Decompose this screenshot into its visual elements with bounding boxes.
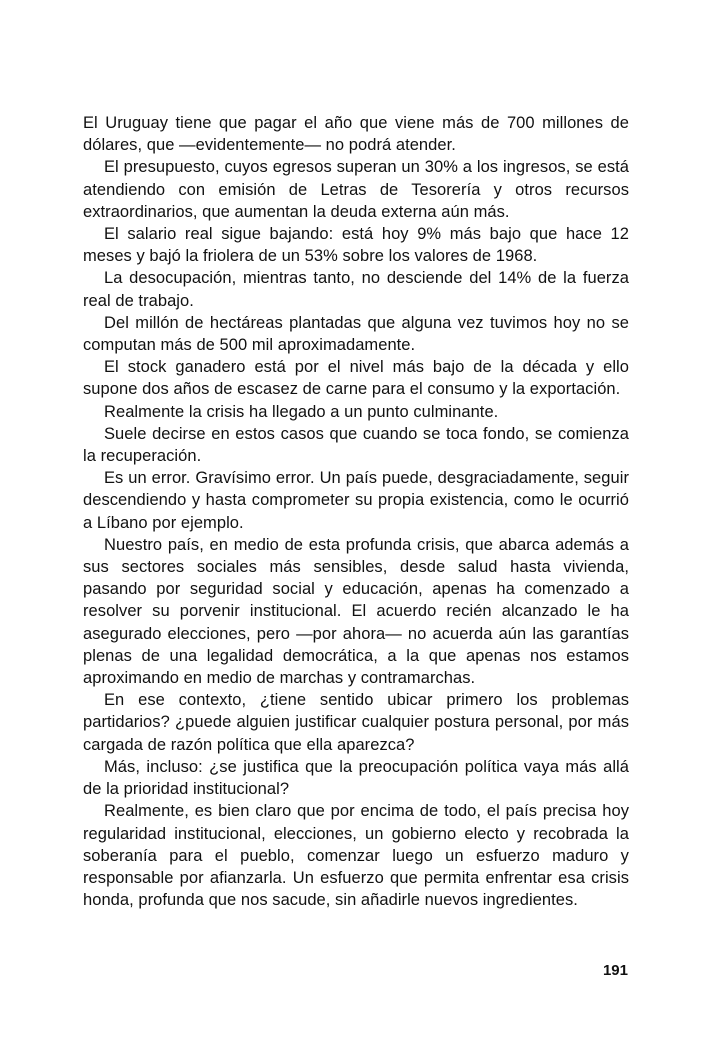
paragraph: El presupuesto, cuyos egresos superan un 30% a los ingresos, se está atendiendo con emisión de Letras de Tesorería y otros recursos extraordinarios, que aumentan la deuda externa aún más.	[83, 158, 629, 221]
paragraph: El salario real sigue bajando: está hoy 9% más bajo que hace 12 meses y bajó la friolera de un 53% sobre los valores de 1968.	[83, 225, 629, 266]
paragraph: El Uruguay tiene que pagar el año que viene más de 700 millones de dólares, que —evidentemente— no podrá atender.	[83, 114, 629, 155]
paragraph: Del millón de hectáreas plantadas que alguna vez tuvimos hoy no se computan más de 500 mil aproximadamente.	[83, 313, 629, 355]
paragraph: Suele decirse en estos casos que cuando se toca fondo, se comienza la recuperación.	[83, 424, 629, 466]
paragraph: Más, incluso: ¿se justifica que la preocupación política vaya más allá de la prioridad institucional?	[83, 757, 629, 799]
body-text	[83, 112, 629, 911]
paragraph: El stock ganadero está por el nivel más bajo de la década y ello supone dos años de escasez de carne para el consumo y la exportación.	[83, 358, 629, 399]
page-number: 191	[602, 962, 628, 979]
paragraph: La desocupación, mientras tanto, no desciende del 14% de la fuerza real de trabajo.	[83, 269, 629, 310]
paragraph: En ese contexto, ¿tiene sentido ubicar primero los problemas partidarios? ¿puede alguien justificar cualquier postura personal, por más cargada de razón política que ella aparezca?	[83, 691, 629, 754]
paragraph: Nuestro país, en medio de esta profunda crisis, que abarca además a sus sectores sociales más sensibles, desde salud hasta vivienda, pasando por seguridad social y educación, apenas ha comenzado a resolver su porvenir institucional. El acuerdo recién alcanzado le ha asegurado elecciones, pero —por ahora— no acuerda aún las garantías plenas de una legalidad democrática, a la que apenas nos estamos aproximando en medio de marchas y contramarchas.	[83, 535, 629, 688]
paragraph: Realmente, es bien claro que por encima de todo, el país precisa hoy regularidad institucional, elecciones, un gobierno electo y recobrada la soberanía para el pueblo, comenzar luego un esfuerzo maduro y responsable por afianzarla. Un esfuerzo que permita enfrentar esa crisis honda, profunda que nos sacude, sin añadirle nuevos ingredientes.	[83, 802, 629, 910]
paragraph: Realmente la crisis ha llegado a un punto culminante.	[104, 402, 499, 421]
paragraph: Es un error. Gravísimo error. Un país puede, desgraciadamente, seguir descendiendo y hasta comprometer su propia existencia, como le ocurrió a Líbano por ejemplo.	[83, 469, 629, 532]
